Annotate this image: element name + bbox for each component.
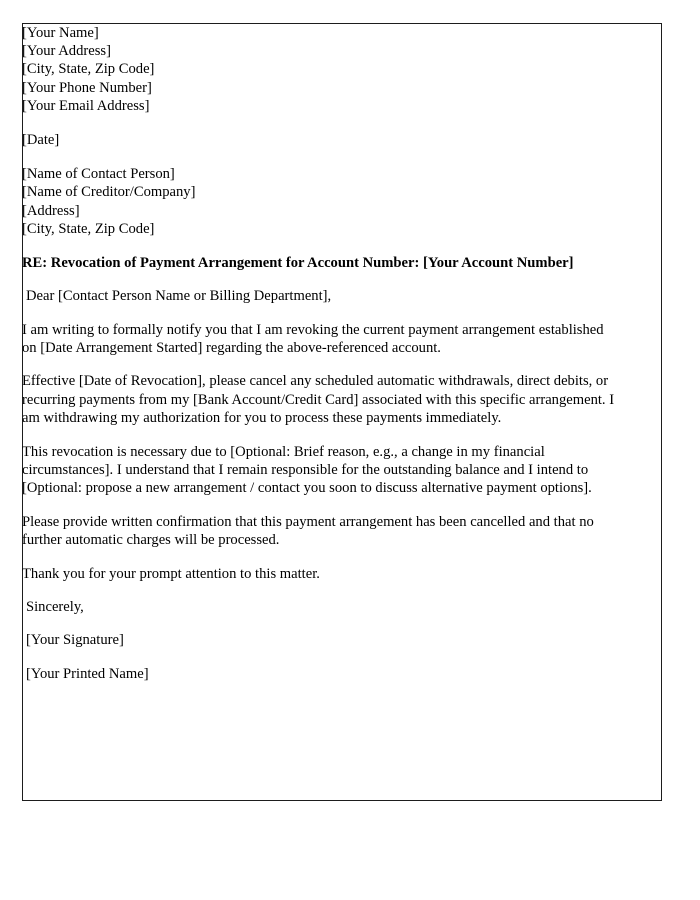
spacer-after-paragraph-3 bbox=[22, 498, 618, 513]
body-paragraph-5: Thank you for your prompt attention to this matter. bbox=[22, 565, 320, 582]
letter-content bbox=[22, 24, 618, 683]
spacer-after-date bbox=[22, 149, 618, 165]
body-paragraph-1: I am writing to formally notify you that I am revoking the current payment arrangement established on [Date Arrangement Started] regarding the above-referenced account. bbox=[22, 321, 604, 357]
sender-phone-line: [Your Phone Number] bbox=[22, 79, 152, 96]
recipient-address-block bbox=[22, 165, 618, 238]
valediction-line: Sincerely, bbox=[26, 599, 84, 616]
sender-address-block bbox=[22, 24, 618, 115]
sender-city-state-zip-line: [City, State, Zip Code] bbox=[22, 61, 155, 78]
spacer-after-recipient bbox=[22, 238, 618, 254]
salutation-line: Dear [Contact Person Name or Billing Department], bbox=[26, 288, 332, 305]
sender-email-line: [Your Email Address] bbox=[22, 97, 150, 114]
date-line: [Date] bbox=[22, 132, 60, 149]
spacer-after-paragraph-2 bbox=[22, 428, 618, 443]
body-paragraph-2: Effective [Date of Revocation], please cancel any scheduled automatic withdrawals, direct debits, or recurring payments from my [Bank Account/Credit Card] associated with this specific arrangement. I am withdrawing my authorization for you to process these payments immediately. bbox=[22, 373, 615, 427]
spacer-after-valediction bbox=[22, 616, 618, 631]
spacer-after-paragraph-4 bbox=[22, 550, 618, 565]
spacer-after-salutation bbox=[22, 306, 618, 321]
body-paragraph-3: This revocation is necessary due to [Optional: Brief reason, e.g., a change in my financial circumstances]. I understand that I remain responsible for the outstanding balance and I intend to [Optional: propose a new arrangement / contact you soon to discuss alternative payment options]. bbox=[22, 443, 592, 497]
recipient-city-state-zip-line: [City, State, Zip Code] bbox=[22, 220, 155, 237]
subject-line: RE: Revocation of Payment Arrangement for Account Number: [Your Account Number] bbox=[22, 255, 574, 272]
spacer-after-signature bbox=[22, 650, 618, 665]
recipient-company-line: [Name of Creditor/Company] bbox=[22, 184, 196, 201]
printed-name-placeholder-line: [Your Printed Name] bbox=[26, 665, 149, 682]
spacer-after-sender bbox=[22, 115, 618, 131]
spacer-before-closing bbox=[22, 583, 618, 598]
sender-address-line: [Your Address] bbox=[22, 43, 111, 60]
recipient-address-line: [Address] bbox=[22, 202, 80, 219]
spacer-after-paragraph-1 bbox=[22, 357, 618, 372]
date-block bbox=[22, 131, 618, 149]
spacer-after-subject bbox=[22, 272, 618, 287]
sender-name-line: [Your Name] bbox=[22, 25, 99, 41]
recipient-contact-name-line: [Name of Contact Person] bbox=[22, 166, 175, 183]
signature-placeholder-line: [Your Signature] bbox=[26, 632, 124, 649]
body-paragraph-4: Please provide written confirmation that this payment arrangement has been cancelled and that no further automatic charges will be processed. bbox=[22, 513, 594, 549]
